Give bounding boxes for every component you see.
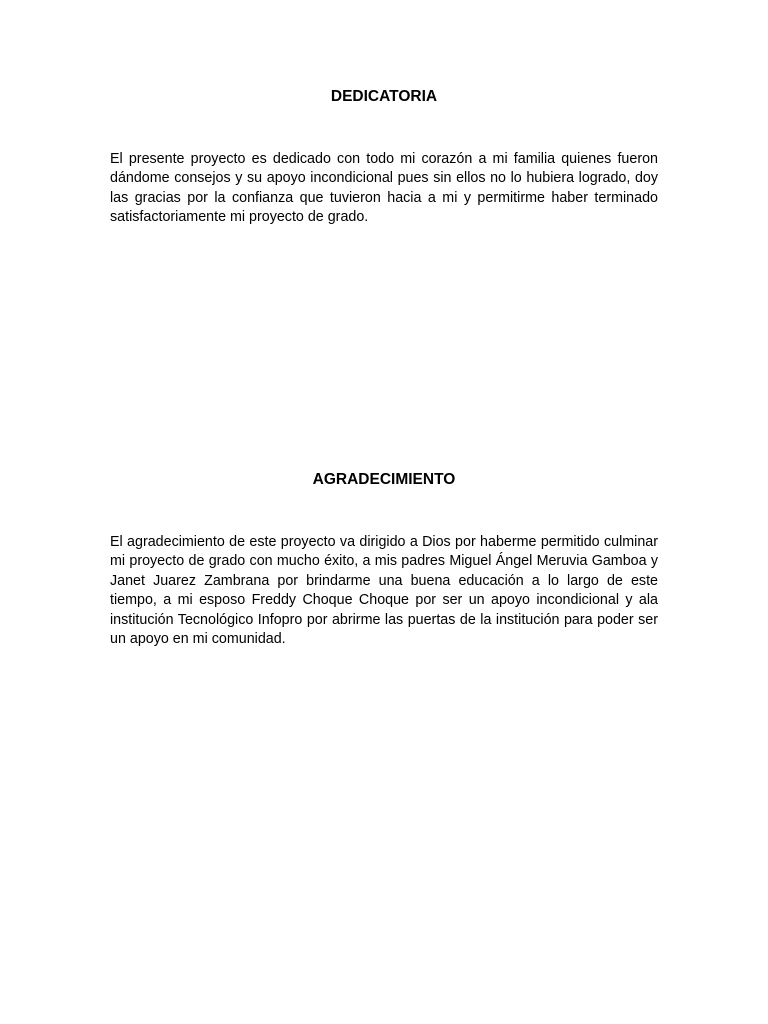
agradecimiento-paragraph: El agradecimiento de este proyecto va dirigido a Dios por haberme permitido culminar mi proyecto de grado con mucho éxito, a mis padres Miguel Ángel Meruvia Gamboa y Janet Juarez Zambrana por brindarme una buena educación a lo largo de este tiempo, a mi esposo Freddy Choque Choque por ser un apoyo incondicional y ala institución Tecnológico Infopro por abrirme las puertas de la institución para poder ser un apoyo en mi comunidad. <box>110 534 658 648</box>
agradecimiento-heading: AGRADECIMIENTO <box>312 471 456 488</box>
dedicatoria-paragraph: El presente proyecto es dedicado con todo mi corazón a mi familia quienes fueron dándome consejos y su apoyo incondicional pues sin ellos no lo hubiera logrado, doy las gracias por la confianza que tuvieron hacia a mi y permitirme haber terminado satisfactoriamente mi proyecto de grado. <box>110 151 658 226</box>
dedicatoria-heading: DEDICATORIA <box>330 88 438 105</box>
